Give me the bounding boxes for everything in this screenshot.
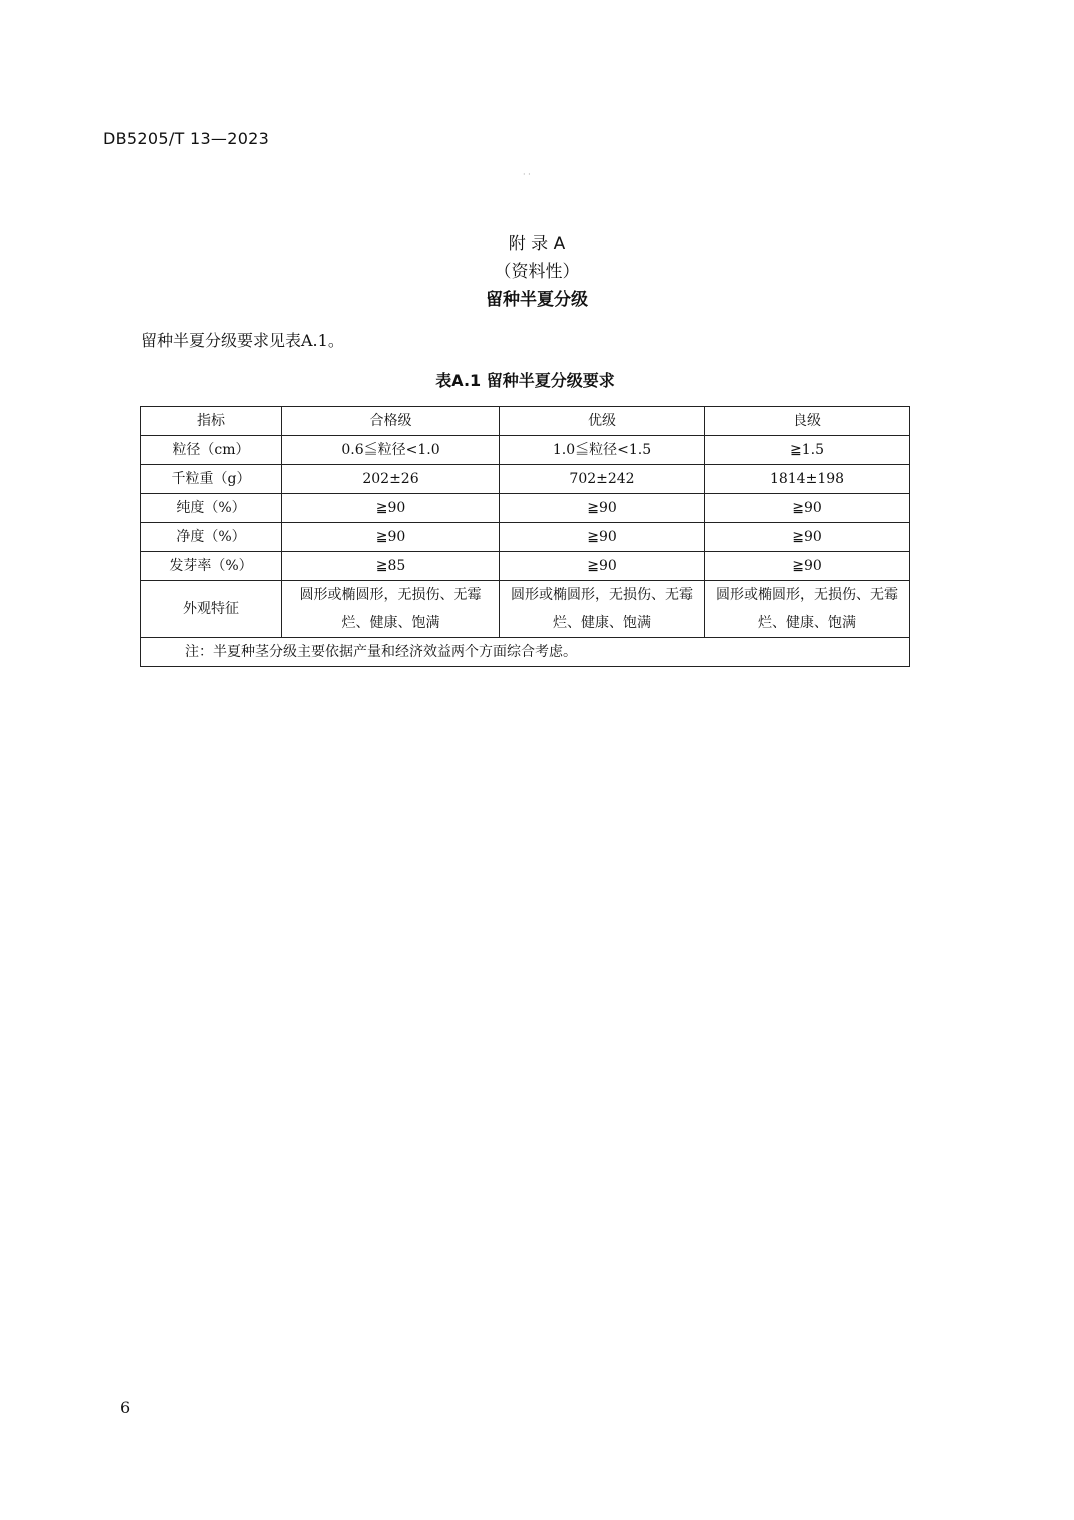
table-cell: 1.0≦粒径<1.5 xyxy=(500,436,705,465)
document-code: DB5205/T 13—2023 xyxy=(103,129,270,148)
table-row xyxy=(141,436,910,465)
table-cell: ≧90 xyxy=(500,523,705,552)
table-row xyxy=(141,494,910,523)
table-cell: ≧90 xyxy=(705,523,910,552)
appendix-nature: （资料性） xyxy=(494,262,580,282)
grading-table xyxy=(140,406,910,667)
table-cell: 1814±198 xyxy=(705,465,910,494)
table-cell: ≧90 xyxy=(282,523,500,552)
table-cell: ≧90 xyxy=(705,552,910,581)
scan-dots: · · xyxy=(523,170,531,179)
table-cell: 702±242 xyxy=(500,465,705,494)
table-header-row xyxy=(141,407,910,436)
table-cell: 圆形或椭圆形，无损伤、无霉烂、健康、饱满 xyxy=(282,581,500,638)
table-cell: 圆形或椭圆形，无损伤、无霉烂、健康、饱满 xyxy=(705,581,910,638)
header-cell: 指标 xyxy=(141,407,282,436)
table-cell: 202±26 xyxy=(282,465,500,494)
table-row xyxy=(141,465,910,494)
page-number: 6 xyxy=(120,1398,131,1417)
table-cell: ≧1.5 xyxy=(705,436,910,465)
table-cell: 纯度（%） xyxy=(141,494,282,523)
table-row xyxy=(141,523,910,552)
table-row xyxy=(141,581,910,638)
table-note: 注：半夏种茎分级主要依据产量和经济效益两个方面综合考虑。 xyxy=(141,638,910,667)
header-cell: 优级 xyxy=(500,407,705,436)
header-cell: 合格级 xyxy=(282,407,500,436)
table-note-row xyxy=(141,638,910,667)
table-cell: 净度（%） xyxy=(141,523,282,552)
table-cell: ≧90 xyxy=(282,494,500,523)
table-row xyxy=(141,552,910,581)
header-cell: 良级 xyxy=(705,407,910,436)
table-caption: 表A.1 留种半夏分级要求 xyxy=(435,371,615,390)
table-cell: ≧90 xyxy=(705,494,910,523)
table-cell: ≧90 xyxy=(500,552,705,581)
intro-paragraph: 留种半夏分级要求见表A.1。 xyxy=(141,331,344,350)
table-cell: 圆形或椭圆形，无损伤、无霉烂、健康、饱满 xyxy=(500,581,705,638)
appendix-name: 留种半夏分级 xyxy=(486,290,588,310)
table-cell: 发芽率（%） xyxy=(141,552,282,581)
table-cell: 0.6≦粒径<1.0 xyxy=(282,436,500,465)
table-cell: 千粒重（g） xyxy=(141,465,282,494)
table-cell: ≧85 xyxy=(282,552,500,581)
table-cell: 外观特征 xyxy=(141,581,282,638)
table-cell: 粒径（cm） xyxy=(141,436,282,465)
table-cell: ≧90 xyxy=(500,494,705,523)
appendix-title: 附 录 A xyxy=(508,234,566,254)
